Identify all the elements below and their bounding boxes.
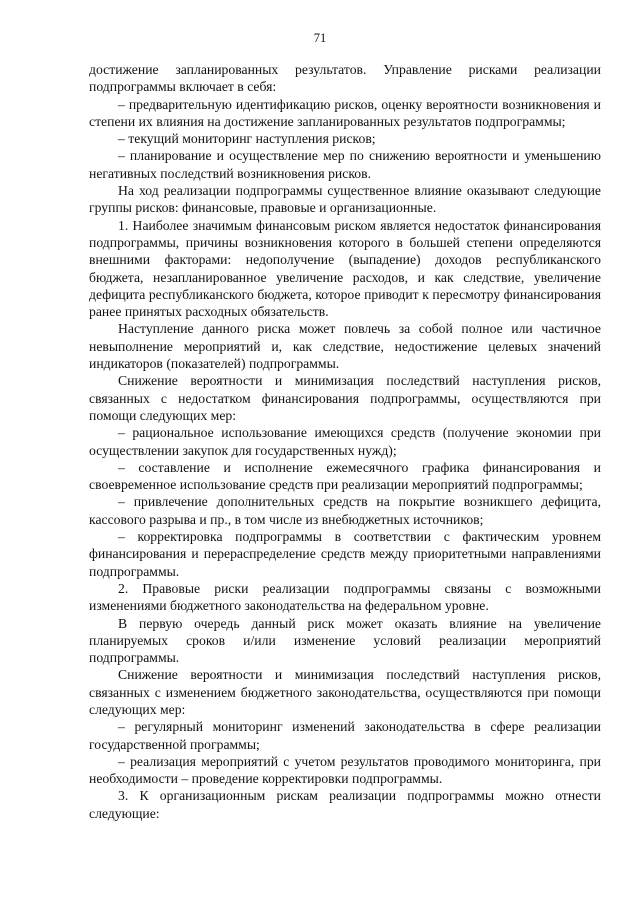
body-text xyxy=(89,61,601,822)
bullet-item: – привлечение дополнительных средств на покрытие возникшего дефицита, кассового разрыва и пр., в том числе из внебюджетных источников; xyxy=(89,494,601,527)
bullet-item: – предварительную идентификацию рисков, оценку вероятности возникновения и степени их влияния на достижение запланированных результатов подпрограммы; xyxy=(89,96,601,129)
bullet-item: – составление и исполнение ежемесячного графика финансирования и своевременное использование средств при реализации мероприятий подпрограммы; xyxy=(89,459,601,493)
bullet-item: – реализация мероприятий с учетом результатов проводимого мониторинга, при необходимости – проведение корректировки подпрограммы. xyxy=(89,753,601,787)
bullet-item: – текущий мониторинг наступления рисков; xyxy=(118,131,376,147)
paragraph: Снижение вероятности и минимизация последствий наступления рисков, связанных с недостатком финансирования подпрограммы, осуществляются при помощи следующих мер: xyxy=(89,373,601,423)
paragraph: Снижение вероятности и минимизация последствий наступления рисков, связанных с изменением бюджетного законодательства, осуществляются при помощи следующих мер: xyxy=(89,667,601,717)
paragraph: Наступление данного риска может повлечь за собой полное или частичное невыполнение мероприятий и, как следствие, недостижение целевых значений индикаторов (показателей) подпрограммы. xyxy=(89,321,601,372)
paragraph: На ход реализации подпрограммы существенное влияние оказывают следующие группы рисков: финансовые, правовые и организационные. xyxy=(89,183,601,216)
paragraph: В первую очередь данный риск может оказать влияние на увеличение планируемых сроков и/или изменение условий реализации мероприятий подпрограммы. xyxy=(89,615,601,666)
paragraph: 2. Правовые риски реализации подпрограммы связаны с возможными изменениями бюджетного законодательства на федеральном уровне. xyxy=(89,580,601,614)
bullet-item: – рациональное использование имеющихся средств (получение экономии при осуществлении закупок для государственных нужд); xyxy=(89,425,601,458)
bullet-item: – планирование и осуществление мер по снижению вероятности и уменьшению негативных последствий возникновения рисков. xyxy=(89,148,601,181)
paragraph: 1. Наиболее значимым финансовым риском является недостаток финансирования подпрограммы, причины возникновения которого в большей степени определяются внешними факторами: недополучение (выпадение) доходов республиканского бюджета, незапланированное увеличение расходов, и как следствие, увеличение дефицита республиканского бюджета, которое приводит к пересмотру финансирования ранее принятых расходных обязательств. xyxy=(89,217,601,320)
bullet-item: – корректировка подпрограммы в соответствии с фактическим уровнем финансирования и перераспределение средств между приоритетными направлениями подпрограммы. xyxy=(89,529,601,579)
paragraph: достижение запланированных результатов. Управление рисками реализации подпрограммы включает в себя: xyxy=(89,62,601,95)
bullet-item: – регулярный мониторинг изменений законодательства в сфере реализации государственной программы; xyxy=(89,719,601,752)
page-number: 71 xyxy=(313,31,327,45)
paragraph: 3. К организационным рискам реализации подпрограммы можно отнести следующие: xyxy=(89,788,601,821)
